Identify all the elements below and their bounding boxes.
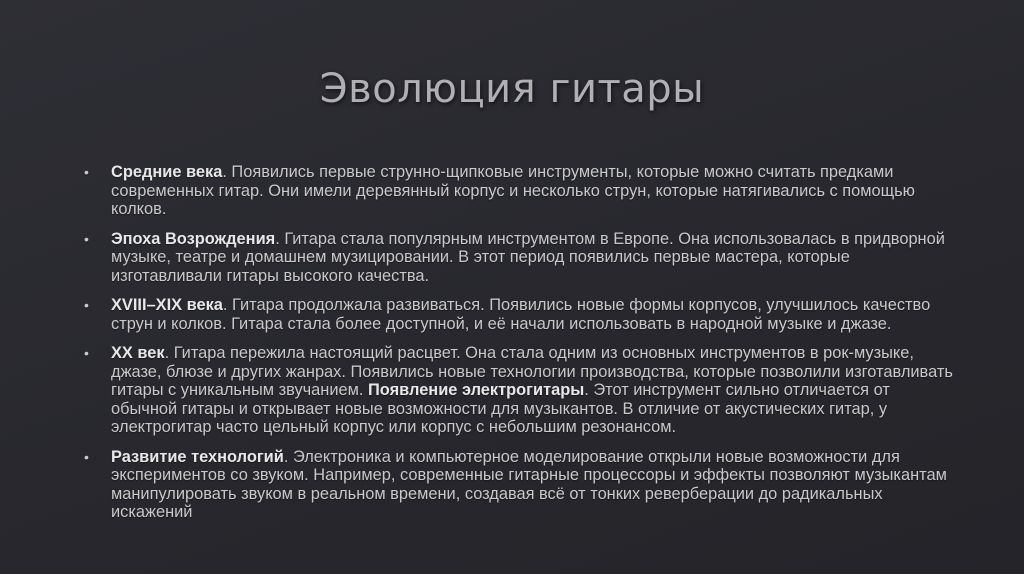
slide-title: Эволюция гитары	[319, 66, 705, 112]
bullet-icon: •	[84, 164, 89, 180]
item-heading: XVIII–XIX века	[111, 296, 223, 314]
item-text: . Гитара пережила настоящий расцвет. Она стала одним из основных инструментов в рок-музыке, джазе, блюзе и других жанрах. Появились новые технологии производства, которые позволили изготавливать гитары с уникальным звучанием.	[111, 344, 953, 399]
item-heading: XX век	[111, 344, 165, 362]
item-heading: Средние века	[111, 163, 223, 181]
bullet-icon: •	[84, 345, 89, 361]
item-text: . Гитара стала популярным инструментом в Европе. Она использовалась в придворной музыке, театре и домашнем музицировании. В этот период появились первые мастера, которые изготавливали гитары высокого качества.	[111, 229, 945, 285]
list-item	[84, 296, 954, 333]
item-heading: Развитие технологий	[111, 447, 284, 466]
bullet-icon: •	[84, 230, 89, 247]
list-item	[84, 163, 954, 219]
bullet-list	[84, 163, 954, 533]
list-item	[84, 448, 954, 522]
item-text: . Появились первые струнно-щипковые инструменты, которые можно считать предками современных гитар. Они имели деревянный корпус и несколько струн, которые натягивались с помощью колков.	[111, 163, 915, 218]
item-text-continued: . Этот инструмент сильно отличается от обычной гитары и открывает новые возможности для музыкантов. В отличие от акустических гитар, у электрогитар часто цельный корпус или корпус с небольшим резонансом.	[111, 381, 890, 436]
item-text: . Гитара продолжала развиваться. Появились новые формы корпусов, улучшилось качество струн и колков. Гитара стала более доступной, и её начали использовать в народной музыке и джазе.	[111, 296, 931, 333]
bullet-icon: •	[84, 297, 89, 313]
item-subheading: Появление электрогитары	[368, 381, 585, 399]
bullet-icon: •	[84, 448, 89, 465]
list-item	[84, 230, 954, 286]
item-heading: Эпоха Возрождения	[111, 229, 276, 248]
list-item	[84, 344, 954, 437]
item-text: . Электроника и компьютерное моделирование открыли новые возможности для экспериментов со звуком. Например, современные гитарные процессоры и эффекты позволяют музыкантам манипулировать звуком в реальном времени, создавая всё от тонких реверберации до радикальных искажений	[111, 447, 947, 521]
